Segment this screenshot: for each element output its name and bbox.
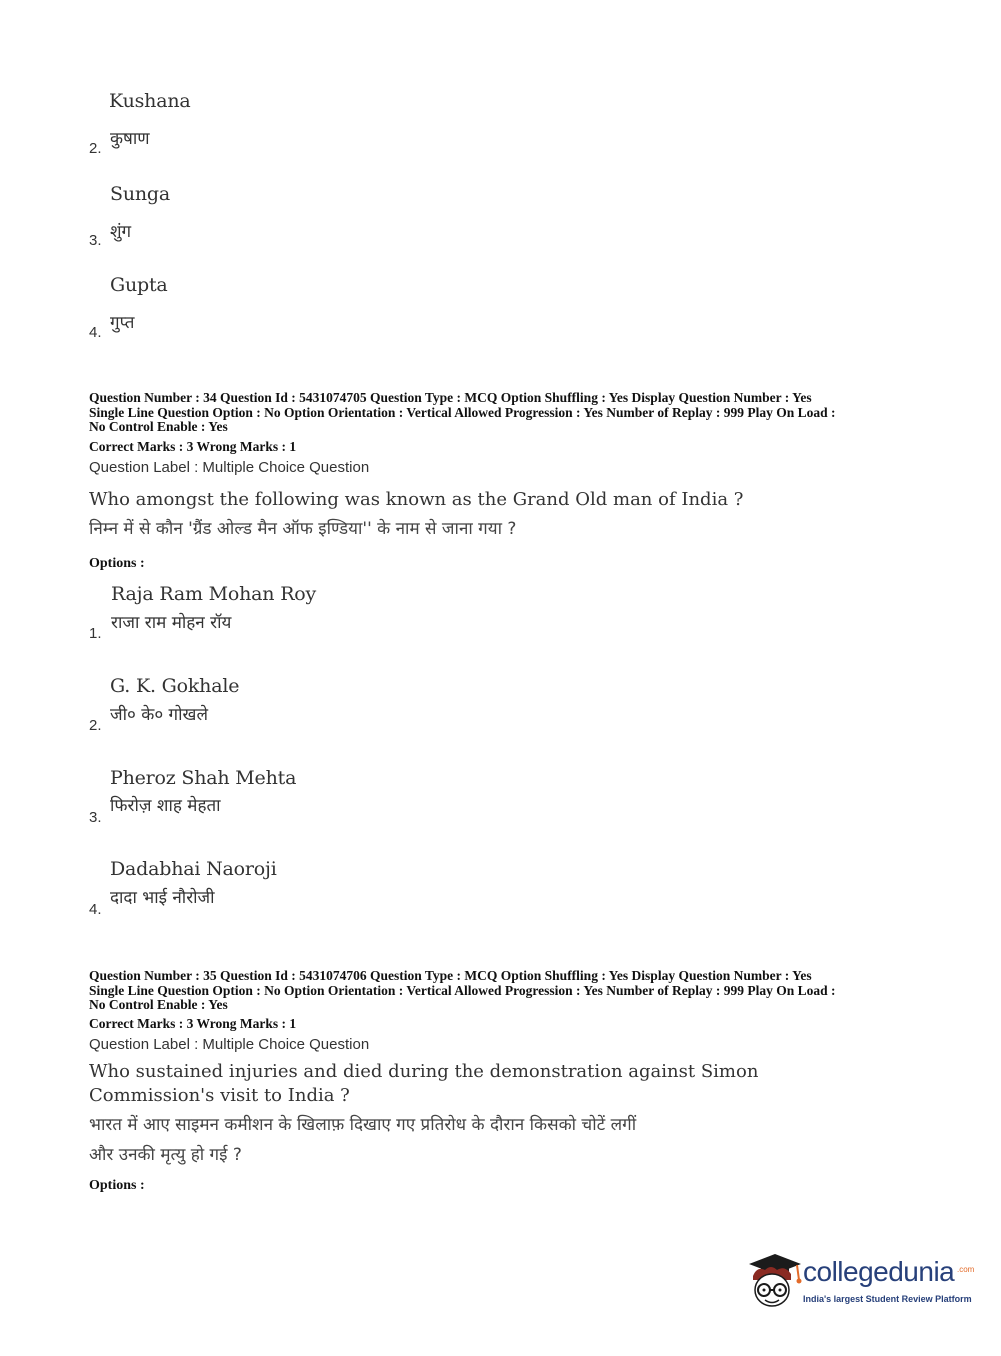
option-en: Dadabhai Naoroji	[110, 858, 277, 880]
option-en: Pheroz Shah Mehta	[110, 767, 297, 789]
options-heading: Options :	[89, 1178, 145, 1193]
option-hi: जी० के० गोखले	[110, 705, 208, 725]
question-marks: Correct Marks : 3 Wrong Marks : 1	[89, 439, 297, 454]
option-number: 2.	[89, 717, 102, 734]
option-number: 1.	[89, 625, 102, 642]
question-text-hi: निम्न में से कौन 'ग्रैंड ओल्ड मैन ऑफ इण्डिया'' के नाम से जाना गया ?	[89, 519, 517, 539]
question-meta-line: Question Number : 35 Question Id : 5431074706 Question Type : MCQ Option Shuffling : Yes Display Question Number : Yes	[89, 968, 812, 983]
option-en: Gupta	[110, 274, 168, 296]
question-meta-line: No Control Enable : Yes	[89, 997, 228, 1012]
question-marks: Correct Marks : 3 Wrong Marks : 1	[89, 1016, 297, 1031]
question-label: Question Label : Multiple Choice Question	[89, 459, 370, 476]
option-number: 4.	[89, 324, 102, 341]
logo-dotcom: .com	[957, 1265, 975, 1274]
question-meta-line: No Control Enable : Yes	[89, 419, 228, 434]
question-text-en-line: Commission's visit to India ?	[89, 1085, 350, 1106]
question-meta-line: Question Number : 34 Question Id : 5431074705 Question Type : MCQ Option Shuffling : Yes Display Question Number : Yes	[89, 390, 812, 405]
logo-tagline: India's largest Student Review Platform	[803, 1294, 972, 1304]
option-number: 3.	[89, 809, 102, 826]
question-text-hi-line: और उनकी मृत्यु हो गई ?	[89, 1145, 242, 1165]
option-en: Raja Ram Mohan Roy	[111, 583, 317, 605]
option-number: 3.	[89, 232, 102, 249]
option-en: Kushana	[109, 90, 191, 112]
question-label: Question Label : Multiple Choice Question	[89, 1036, 370, 1053]
mascot-icon	[743, 1250, 803, 1312]
option-hi: दादा भाई नौरोजी	[110, 888, 215, 908]
option-hi: गुप्त	[110, 313, 135, 333]
question-meta	[89, 969, 909, 1013]
question-text-en-line: Who sustained injuries and died during the demonstration against Simon	[89, 1061, 759, 1082]
collegedunia-logo	[743, 1250, 973, 1312]
question-meta-line: Single Line Question Option : No Option Orientation : Vertical Allowed Progression : Yes Number of Replay : 999 Play On Load :	[89, 982, 836, 998]
logo-wordmark: collegedunia	[803, 1256, 955, 1287]
options-heading: Options :	[89, 556, 145, 571]
option-hi: राजा राम मोहन रॉय	[111, 613, 232, 633]
option-en: G. K. Gokhale	[110, 675, 240, 697]
option-hi: फिरोज़ शाह मेहता	[110, 796, 221, 816]
question-text-en: Who amongst the following was known as the Grand Old man of India ?	[89, 489, 744, 510]
question-meta	[89, 391, 909, 435]
question-text-hi-line: भारत में आए साइमन कमीशन के खिलाफ़ दिखाए गए प्रतिरोध के दौरान किसको चोटें लगीं	[89, 1115, 637, 1135]
option-hi: शुंग	[110, 222, 132, 242]
option-hi: कुषाण	[110, 129, 150, 149]
option-number: 2.	[89, 140, 102, 157]
option-en: Sunga	[110, 183, 170, 205]
question-meta-line: Single Line Question Option : No Option Orientation : Vertical Allowed Progression : Yes Number of Replay : 999 Play On Load :	[89, 404, 836, 420]
option-number: 4.	[89, 901, 102, 918]
